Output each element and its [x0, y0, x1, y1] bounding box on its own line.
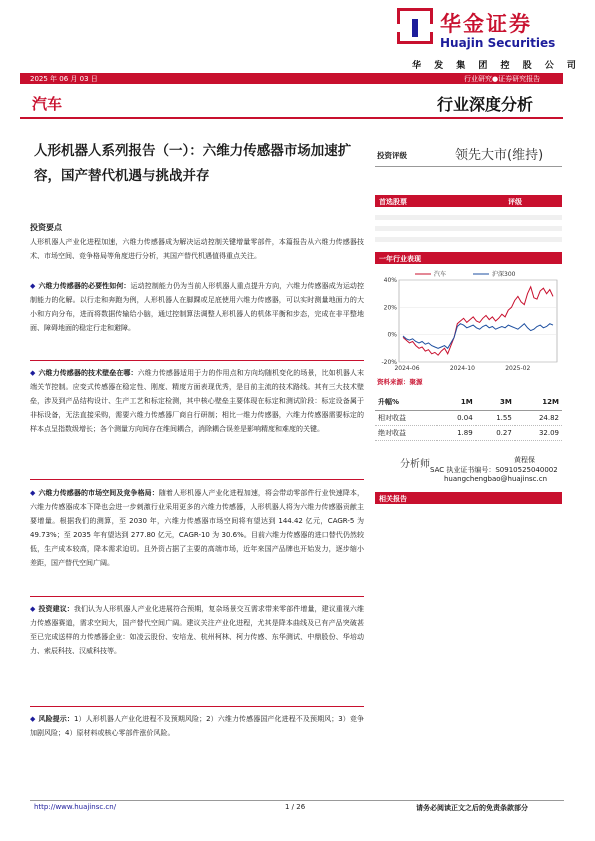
table-cell: 32.09	[538, 428, 559, 437]
disclaimer-note: 请务必阅读正文之后的免责条款部分	[416, 804, 528, 812]
page-number: 1 / 26	[285, 803, 306, 811]
table-cell: 0.27	[496, 428, 512, 437]
diamond-icon: ◆	[30, 282, 36, 290]
x-tick-label: 2025-02	[505, 365, 531, 372]
picks-rating-col: 评级	[508, 198, 522, 206]
sector-label: 汽车	[32, 95, 63, 113]
source-note: 资料来源：聚源	[377, 378, 423, 386]
table-header: 3M	[499, 398, 512, 407]
performance-chart	[375, 268, 563, 378]
table-header: 12M	[542, 398, 559, 407]
brand-name-cn: 华金证券	[440, 12, 532, 36]
bullet-heading: 六维力传感器的必要性如何：	[38, 282, 131, 290]
x-tick-label: 2024-06	[394, 365, 420, 372]
bullet-text: 1）人形机器人产业化进程不及预期风险；2）六维力传感器国产化进程不及预期风；3）竞争加剧风险；4）原材料或核心零部件涨价风险。	[30, 715, 364, 737]
related-label: 相关报告	[379, 495, 407, 503]
bullet-text: 运动控制能力仍为当前人形机器人重点提升方向，六维力传感器成为运动控制能力的化解。以行走和奔跑为例，人形机器人在脚踝或足底使用六维力传感器，可以实时测量地面力的大小和方向分布，进而将数据传输给小脑，通过控制算法调整人形机器人的机体平衡和步态，完成在非平整地面、障碍地面的稳定行走和避障。	[30, 282, 365, 332]
analyst-label: 分析师	[400, 459, 430, 470]
picks-header	[375, 195, 562, 207]
bullet-market	[30, 486, 364, 570]
table-row	[375, 425, 562, 440]
report-category: 行业研究●证券研究报告	[464, 75, 541, 83]
series-line-auto	[403, 287, 553, 355]
bullet-heading: 投资建议：	[38, 605, 74, 613]
bullet-barrier	[30, 366, 364, 436]
analyst-email[interactable]: huangchengbao@huajinsc.cn	[444, 475, 548, 483]
legend-label: 沪深300	[492, 271, 516, 278]
bullet-advice	[30, 602, 364, 658]
x-tick-label: 2024-10	[449, 365, 475, 372]
rating-value: 领先大市(维持)	[455, 148, 544, 163]
y-tick-label: 40%	[383, 277, 397, 284]
table-header: 1M	[460, 398, 473, 407]
table-cell: 相对收益	[378, 413, 406, 422]
brand-name-en: Huajin Securities	[440, 36, 556, 50]
report-date: 2025 年 06 月 03 日	[30, 75, 98, 83]
logo-mark	[397, 8, 433, 44]
group-name: 华 发 集 团 控 股 公 司	[412, 61, 581, 71]
perf-section-label: 一年行业表现	[379, 255, 421, 263]
table-row	[375, 410, 562, 425]
bullet-heading: 六维力传感器的技术壁垒在哪：	[38, 369, 138, 377]
report-type: 行业深度分析	[437, 95, 534, 114]
footer-url[interactable]: http://www.huajinsc.cn/	[34, 803, 117, 811]
rating-label: 投资评级	[377, 151, 407, 160]
header-divider	[20, 117, 563, 119]
divider	[30, 596, 364, 597]
analyst-sac: SAC 执业证书编号：S0910525040002	[430, 466, 558, 474]
diamond-icon: ◆	[30, 369, 36, 377]
performance-chart-svg	[375, 268, 563, 378]
related-header	[375, 492, 562, 504]
diamond-icon: ◆	[30, 489, 36, 497]
performance-table	[375, 395, 562, 441]
diamond-icon: ◆	[30, 605, 36, 613]
y-tick-label: 20%	[383, 304, 397, 312]
divider	[30, 706, 364, 707]
bullet-necessity	[30, 279, 364, 335]
footer-divider	[30, 800, 564, 801]
series-line-hs300	[403, 324, 553, 349]
picks-table	[375, 209, 562, 243]
intro-paragraph: 人形机器人产业化进程加速，六维力传感器成为解决运动控制关键增量零部件，本篇报告从六维力传感器技术、市场空间、竞争格局等角度进行分析，其国产替代机遇值得重点关注。	[30, 238, 364, 260]
table-cell: 24.82	[538, 413, 559, 422]
plot-frame	[399, 280, 557, 362]
table-cell: 0.04	[457, 413, 473, 422]
section-heading: 投资要点	[30, 223, 62, 232]
report-title: 人形机器人系列报告（一）：六维力传感器市场加速扩容，国产替代机遇与挑战并存	[34, 143, 352, 184]
table-header: 升幅%	[378, 398, 400, 407]
perf-section-header	[375, 252, 562, 264]
table-cell: 1.55	[496, 413, 512, 422]
diamond-icon: ◆	[30, 715, 36, 723]
analyst-name: 黄程保	[514, 456, 535, 464]
bullet-heading: 风险提示：	[38, 715, 74, 723]
divider	[30, 360, 364, 361]
y-tick-label: -20%	[381, 359, 397, 366]
bullet-heading: 六维力传感器的市场空间及竞争格局：	[38, 489, 159, 497]
rating-divider	[375, 166, 562, 167]
bullet-text: 随着人形机器人产业化进程加速，将会带动零部件行业快速降本，六维力传感器成本下降也会进一步刺激行业采用更多的六维力传感器，人形机器人将为六维力传感器贡献主要增量。根据我们的测算，至 2030 年，六维力传感器市场空间将有望达到 144.42 亿元，CAGR-5 为 49.73%；至 2035 年有望达到 277.80 亿元，CAGR-10 为 30.6%。目前六维力传感器的进口替代仍然较低，生产成本较高，降本需求迫切。且外资占据了主要的高端市场，近年来国产品牌也开始发力，逐步缩小差距，国产替代空间广阔。	[30, 489, 365, 567]
legend-label: 汽车	[434, 271, 447, 278]
table-cell: 1.89	[457, 428, 473, 437]
divider	[30, 479, 364, 480]
bullet-text: 我们认为人形机器人产业化进展符合预期，复杂场景交互需求带来零部件增量，建议重视六维力传感器赛道，需求空间大，国产替代空间广阔。建议关注产业化进程，尤其是降本曲线及已有产品突破甚至已完成送样的力传感器企业：如凌云股份、安培龙、杭州柯林、柯力传感、东华测试、中鼎股份、华培动力、索辰科技、汉威科技等。	[30, 605, 365, 655]
bullet-text: 六维力传感器适用于力的作用点和方向均随机变化的场景，比如机器人末端关节控制。应变式传感器在稳定性、刚度、精度方面表现优秀，是目前主流的技术路线。其有三大技术壁垒，涉及到产品结构设计、生产工艺和标定检测，其中核心壁垒主要体现在标定和测试阶段：标定设备属于非标设备，无法直接采购，需要六维力传感器厂商自行研制；相比一维力传感器，六维力传感器需要标定的样本点呈指数级增长；各个测量方向间存在维间耦合，消除耦合误差是影响精度和难度的关键。	[30, 369, 365, 433]
bullet-risk	[30, 712, 364, 740]
table-cell: 绝对收益	[378, 428, 406, 437]
table-header-row	[375, 395, 562, 410]
y-tick-label: 0%	[387, 331, 397, 339]
picks-header-label: 首选股票	[379, 198, 407, 206]
